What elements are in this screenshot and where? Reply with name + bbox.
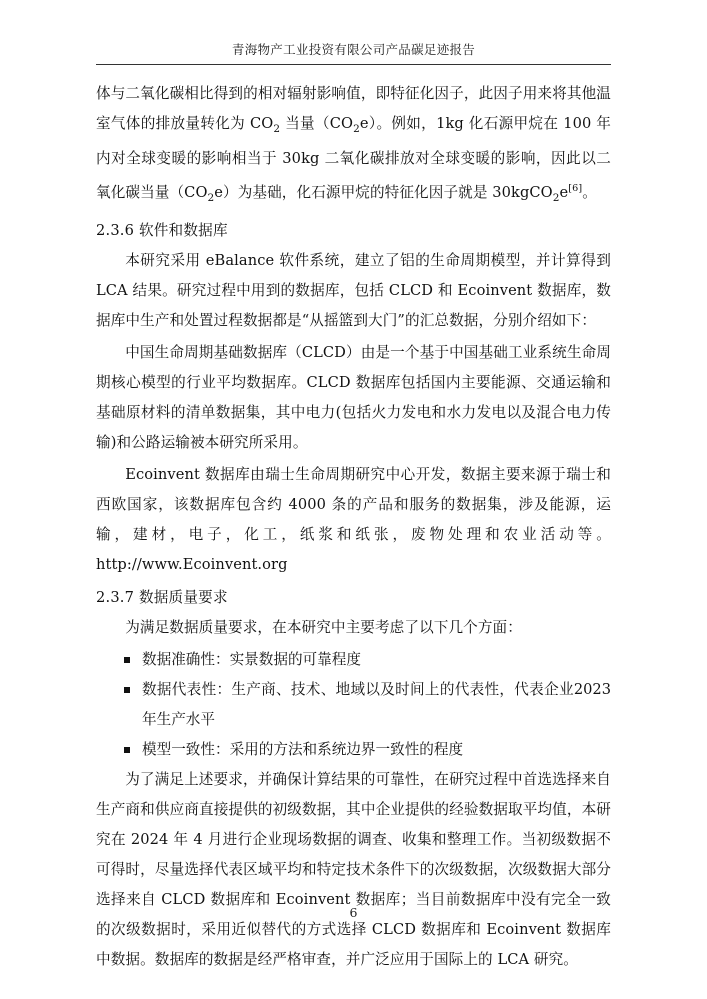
paragraph-line-2a: 室气体的排放量转化为 CO bbox=[96, 115, 274, 132]
list-item-label: 数据准确性：实景数据的可靠程度 bbox=[142, 650, 361, 668]
page-header: 青海物产工业投资有限公司产品碳足迹报告 bbox=[96, 40, 611, 65]
paragraph-line-2b: 当量（CO bbox=[280, 115, 354, 132]
paragraph-line-1: 体与二氧化碳相比得到的相对辐射影响值，即特征化因子，此因子用来将其他温 bbox=[96, 85, 611, 102]
paragraph-clcd: 中国生命周期基础数据库（CLCD）由是一个基于中国基础工业系统生命周期核心模型的行业平均数据库。CLCD 数据库包括国内主要能源、交通运输和基础原材料的清单数据集，其中电力(包括火力发电和水力发电以及混合电力传输)和公路运输被本研究所采用。 bbox=[96, 343, 611, 451]
paragraph-data-collection: 为了满足上述要求，并确保计算结果的可靠性，在研究过程中首选选择来自生产商和供应商直接提供的初级数据，其中企业提供的经验数据取平均值，本研究在 2024 年 4 月进行企业现场数据的调查、收集和整理工作。当初级数据不可得时，尽量选择代表区域平均和特定技术条件下的次级数据，次级数据大部分选择来自 CLCD 数据库和 Ecoinvent 数据库；当目前数据库中没有完全一致的次级数据时，采用近似替代的方式选择 CLCD 数据库和 Ecoinvent 数据库中数据。数据库的数据是经严格审查，并广泛应用于国际上的 LCA 研究。 bbox=[96, 770, 611, 968]
paragraph-line-3: 全球变暖的影响相当于 30kg 二氧化碳排放对全球变暖的影响，因此以二氧化碳 bbox=[96, 149, 611, 201]
paragraph-line-4b: e）为基础，化石源甲烷的特征化因子就是 30kgCO bbox=[214, 183, 553, 201]
paragraph-line-2c: e）。例如，1kg 化石源甲烷在 100 年内对 bbox=[96, 115, 611, 167]
list-item bbox=[96, 645, 611, 675]
sub-2b: 2 bbox=[353, 122, 360, 135]
sub-4a: 2 bbox=[207, 191, 215, 204]
bullet-square-icon bbox=[124, 687, 130, 693]
quality-requirements-list bbox=[96, 645, 611, 765]
paragraph-line-4c: e bbox=[559, 183, 569, 201]
paragraph-quality-intro: 为满足数据质量要求，在本研究中主要考虑了以下几个方面： bbox=[125, 618, 522, 636]
sub-4b: 2 bbox=[552, 191, 560, 204]
list-item-label: 模型一致性：采用的方法和系统边界一致性的程度 bbox=[142, 740, 464, 758]
list-item bbox=[96, 735, 611, 765]
page-content bbox=[96, 40, 611, 977]
sub-2a: 2 bbox=[273, 122, 281, 135]
section-heading-2-3-6: 2.3.6 软件和数据库 bbox=[96, 221, 228, 239]
paragraph-ecoinvent: Ecoinvent 数据库由瑞士生命周期研究中心开发，数据主要来源于瑞士和西欧国家，该数据库包含约 4000 条的产品和服务的数据集，涉及能源，运输，建材，电子，化工，纸浆和纸张，废物处理和农业活动等。http://www.Ecoinvent.org bbox=[96, 465, 611, 573]
paragraph-software-database: 本研究采用 eBalance 软件系统，建立了铝的生命周期模型，并计算得到 LCA 结果。研究过程中用到的数据库，包括 CLCD 和 Ecoinvent 数据库，数据库中生产和处置过程数据都是“从摇篮到大门”的汇总数据，分别介绍如下： bbox=[96, 251, 611, 329]
list-item-label: 数据代表性：生产商、技术、地域以及时间上的代表性，代表企业2023年生产水平 bbox=[142, 680, 611, 728]
paragraph-line-4d: 。 bbox=[582, 183, 597, 201]
paragraph-line-4a: 当量（CO bbox=[140, 183, 208, 201]
paragraph-co2e-definition bbox=[96, 79, 611, 213]
footnote-marker-6: [6] bbox=[568, 182, 583, 194]
section-heading-2-3-7: 2.3.7 数据质量要求 bbox=[96, 588, 228, 606]
bullet-square-icon bbox=[124, 747, 130, 753]
page-number: 6 bbox=[349, 905, 358, 920]
list-item bbox=[96, 675, 611, 735]
bullet-square-icon bbox=[124, 657, 130, 663]
